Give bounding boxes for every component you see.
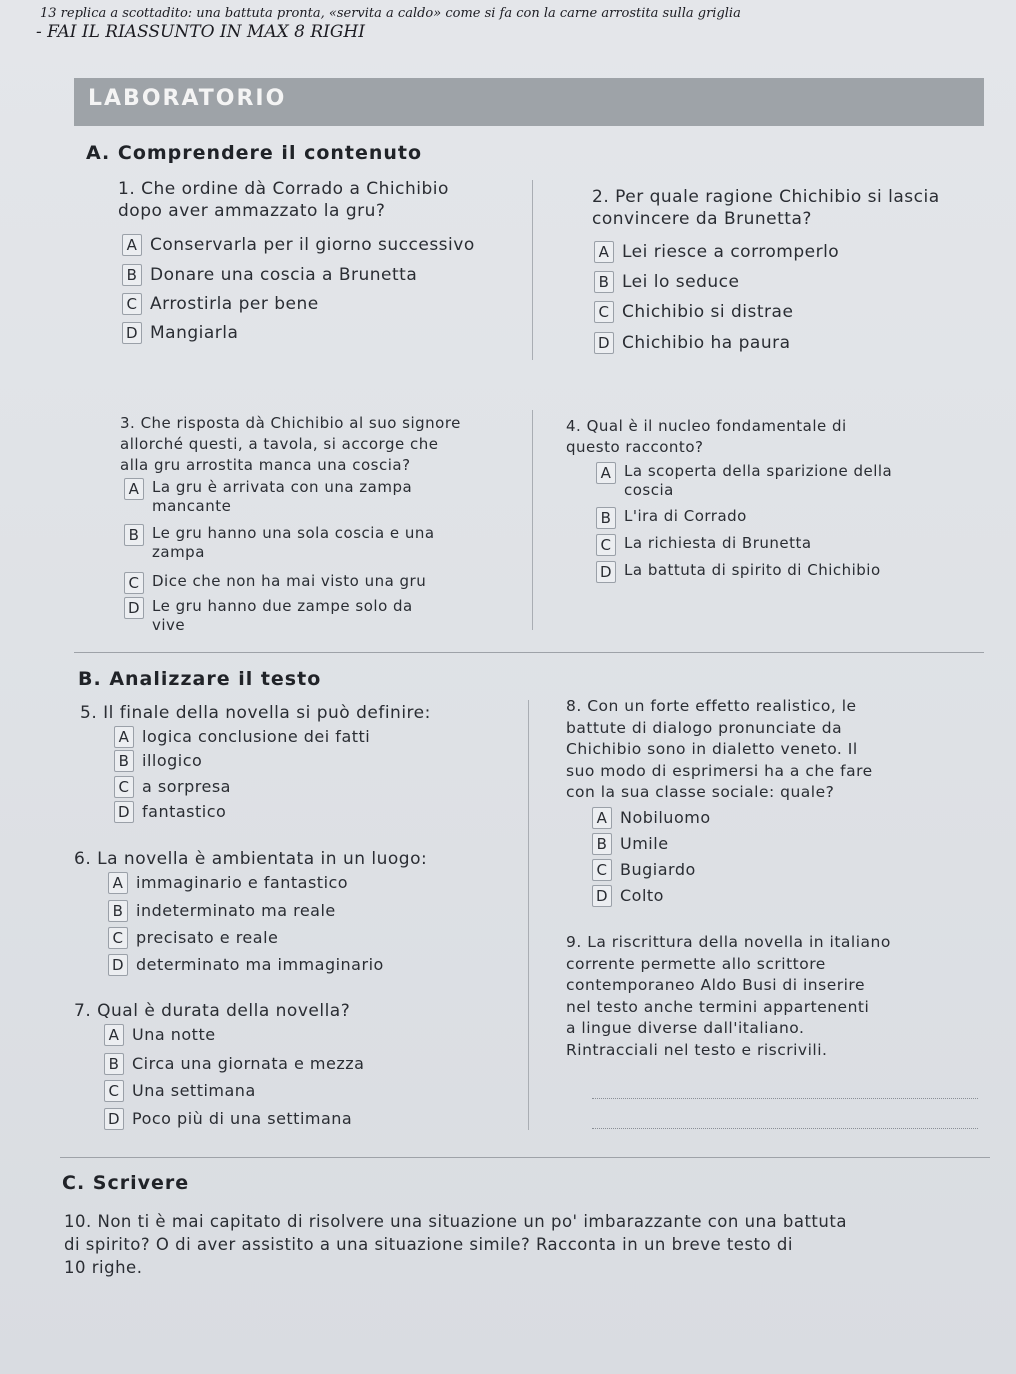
q6-option-b[interactable]: B indeterminato ma reale — [108, 900, 336, 922]
handwritten-note-footnote: 13 replica a scottadito: una battuta pronta, «servita a caldo» come si fa con la carne arrostita sulla griglia — [40, 6, 741, 21]
q1-option-b[interactable]: B Donare una coscia a Brunetta — [122, 264, 417, 286]
laboratorio-banner — [74, 78, 984, 126]
q3-option-a[interactable]: A La gru è arrivata con una zampa mancante — [124, 478, 412, 516]
q7-option-c[interactable]: C Una settimana — [104, 1080, 256, 1102]
q5-option-d[interactable]: D fantastico — [114, 801, 226, 823]
column-divider-2 — [532, 410, 533, 630]
question-7: 7. Qual è durata della novella? — [74, 1001, 351, 1021]
q8-option-a[interactable]: A Nobiluomo — [592, 807, 711, 829]
q2-option-c[interactable]: C Chichibio si distrae — [594, 301, 793, 323]
q3-option-d[interactable]: D Le gru hanno due zampe solo da vive — [124, 597, 413, 635]
question-5: 5. Il finale della novella si può definire: — [80, 703, 431, 723]
section-divider-c — [60, 1157, 990, 1158]
q4-option-a[interactable]: A La scoperta della sparizione della coscia — [596, 462, 892, 500]
q2-option-b[interactable]: B Lei lo seduce — [594, 271, 739, 293]
section-a-title: A. Comprendere il contenuto — [86, 142, 423, 164]
q7-option-b[interactable]: B Circa una giornata e mezza — [104, 1053, 364, 1075]
question-9: 9. La riscrittura della novella in italiano corrente permette allo scrittore contemporaneo Aldo Busi di inserire nel testo anche termini appartenenti a lingue diverse dall'italiano. Rintracciali nel testo e riscrivili. — [566, 933, 891, 1059]
q6-option-d[interactable]: D determinato ma immaginario — [108, 954, 384, 976]
q5-option-a[interactable]: A logica conclusione dei fatti — [114, 726, 370, 748]
q5-option-c[interactable]: C a sorpresa — [114, 776, 231, 798]
section-divider-b — [74, 652, 984, 653]
question-6: 6. La novella è ambientata in un luogo: — [74, 849, 428, 869]
section-c-title: C. Scrivere — [62, 1172, 190, 1194]
question-1: 1. Che ordine dà Corrado a Chichibio dopo aver ammazzato la gru? — [118, 179, 449, 221]
q1-option-a[interactable]: A Conservarla per il giorno successivo — [122, 234, 475, 256]
column-divider-1 — [532, 180, 533, 360]
q3-option-c[interactable]: C Dice che non ha mai visto una gru — [124, 572, 426, 594]
question-8: 8. Con un forte effetto realistico, le battute di dialogo pronunciate da Chichibio sono in dialetto veneto. Il suo modo di esprimersi ha a che fare con la sua classe sociale: quale? — [566, 697, 873, 801]
q9-answer-line-1[interactable] — [592, 1098, 978, 1099]
column-divider-3 — [528, 700, 529, 1130]
q1-option-d[interactable]: D Mangiarla — [122, 322, 238, 344]
question-2: 2. Per quale ragione Chichibio si lascia convincere da Brunetta? — [592, 187, 940, 229]
question-10: 10. Non ti è mai capitato di risolvere una situazione un po' imbarazzante con una battuta di spirito? O di aver assistito a una situazione simile? Racconta in un breve testo di 10 righe. — [64, 1212, 847, 1277]
q7-option-a[interactable]: A Una notte — [104, 1024, 216, 1046]
q9-answer-line-2[interactable] — [592, 1128, 978, 1129]
q4-option-b[interactable]: B L'ira di Corrado — [596, 507, 747, 529]
q7-option-d[interactable]: D Poco più di una settimana — [104, 1108, 352, 1130]
q8-option-b[interactable]: B Umile — [592, 833, 669, 855]
q2-option-d[interactable]: D Chichibio ha paura — [594, 332, 791, 354]
q4-option-c[interactable]: C La richiesta di Brunetta — [596, 534, 812, 556]
q2-option-a[interactable]: A Lei riesce a corromperlo — [594, 241, 839, 263]
q6-option-c[interactable]: C precisato e reale — [108, 927, 278, 949]
handwritten-note-instruction: - FAI IL RIASSUNTO IN MAX 8 RIGHI — [36, 22, 365, 42]
q8-option-c[interactable]: C Bugiardo — [592, 859, 696, 881]
q3-option-b[interactable]: B Le gru hanno una sola coscia e una zampa — [124, 524, 435, 562]
q6-option-a[interactable]: A immaginario e fantastico — [108, 872, 348, 894]
banner-title: LABORATORIO — [88, 86, 287, 111]
section-b-title: B. Analizzare il testo — [78, 668, 322, 690]
question-4: 4. Qual è il nucleo fondamentale di questo racconto? — [566, 417, 847, 456]
q5-option-b[interactable]: B illogico — [114, 750, 202, 772]
q4-option-d[interactable]: D La battuta di spirito di Chichibio — [596, 561, 881, 583]
q8-option-d[interactable]: D Colto — [592, 885, 664, 907]
question-3: 3. Che risposta dà Chichibio al suo signore allorché questi, a tavola, si accorge che alla gru arrostita manca una coscia? — [120, 414, 461, 474]
q1-option-c[interactable]: C Arrostirla per bene — [122, 293, 319, 315]
